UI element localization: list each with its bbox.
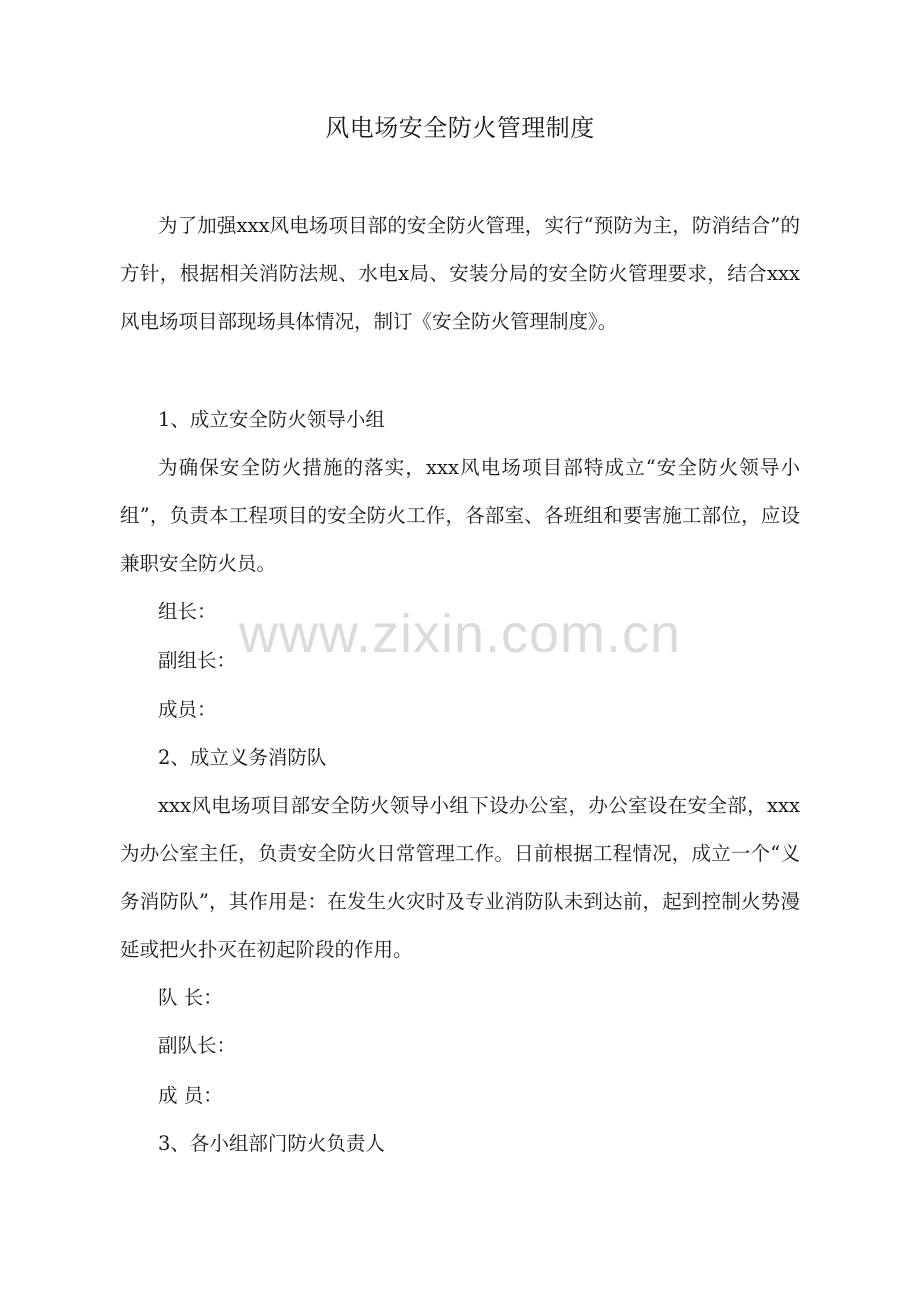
document-title: 风电场安全防火管理制度 — [325, 114, 595, 142]
section-heading-fire-brigade: 2、成立义务消防队 — [158, 746, 327, 769]
fire-brigade-paragraph: xxx风电场项目部安全防火领导小组下设办公室，办公室设在安全部，xxx为办公室主任，负责安全防火日常管理工作。日前根据工程情况，成立一个“义务消防队”，其作用是：在发生火灾时及专业消防队未到达前，起到控制火势漫延或把火扑灭在初起阶段的作用。 — [120, 794, 800, 961]
intro-paragraph: 为了加强xxx风电场项目部的安全防火管理，实行“预防为主，防消结合”的方针，根据相关消防法规、水电x局、安装分局的安全防火管理要求，结合xxx风电场项目部现场具体情况，制订《安全防火管理制度》。 — [120, 214, 800, 333]
brigade-vice-captain-label: 副队长： — [158, 1034, 237, 1057]
section-heading-department-leads: 3、各小组部门防火负责人 — [158, 1132, 385, 1155]
group-members-label: 成员： — [158, 698, 217, 721]
group-leader-label: 组长： — [158, 600, 217, 623]
leadership-group-paragraph: 为确保安全防火措施的落实，xxx风电场项目部特成立“安全防火领导小组”，负责本工程项目的安全防火工作，各部室、各班组和要害施工部位，应设兼职安全防火员。 — [120, 456, 800, 575]
watermark: www.zixin.com.cn — [238, 604, 682, 664]
brigade-captain-label: 队 长： — [158, 986, 223, 1009]
brigade-members-label: 成 员： — [158, 1084, 223, 1107]
section-heading-leadership-group: 1、成立安全防火领导小组 — [158, 408, 385, 431]
deputy-leader-label: 副组长： — [158, 649, 237, 672]
